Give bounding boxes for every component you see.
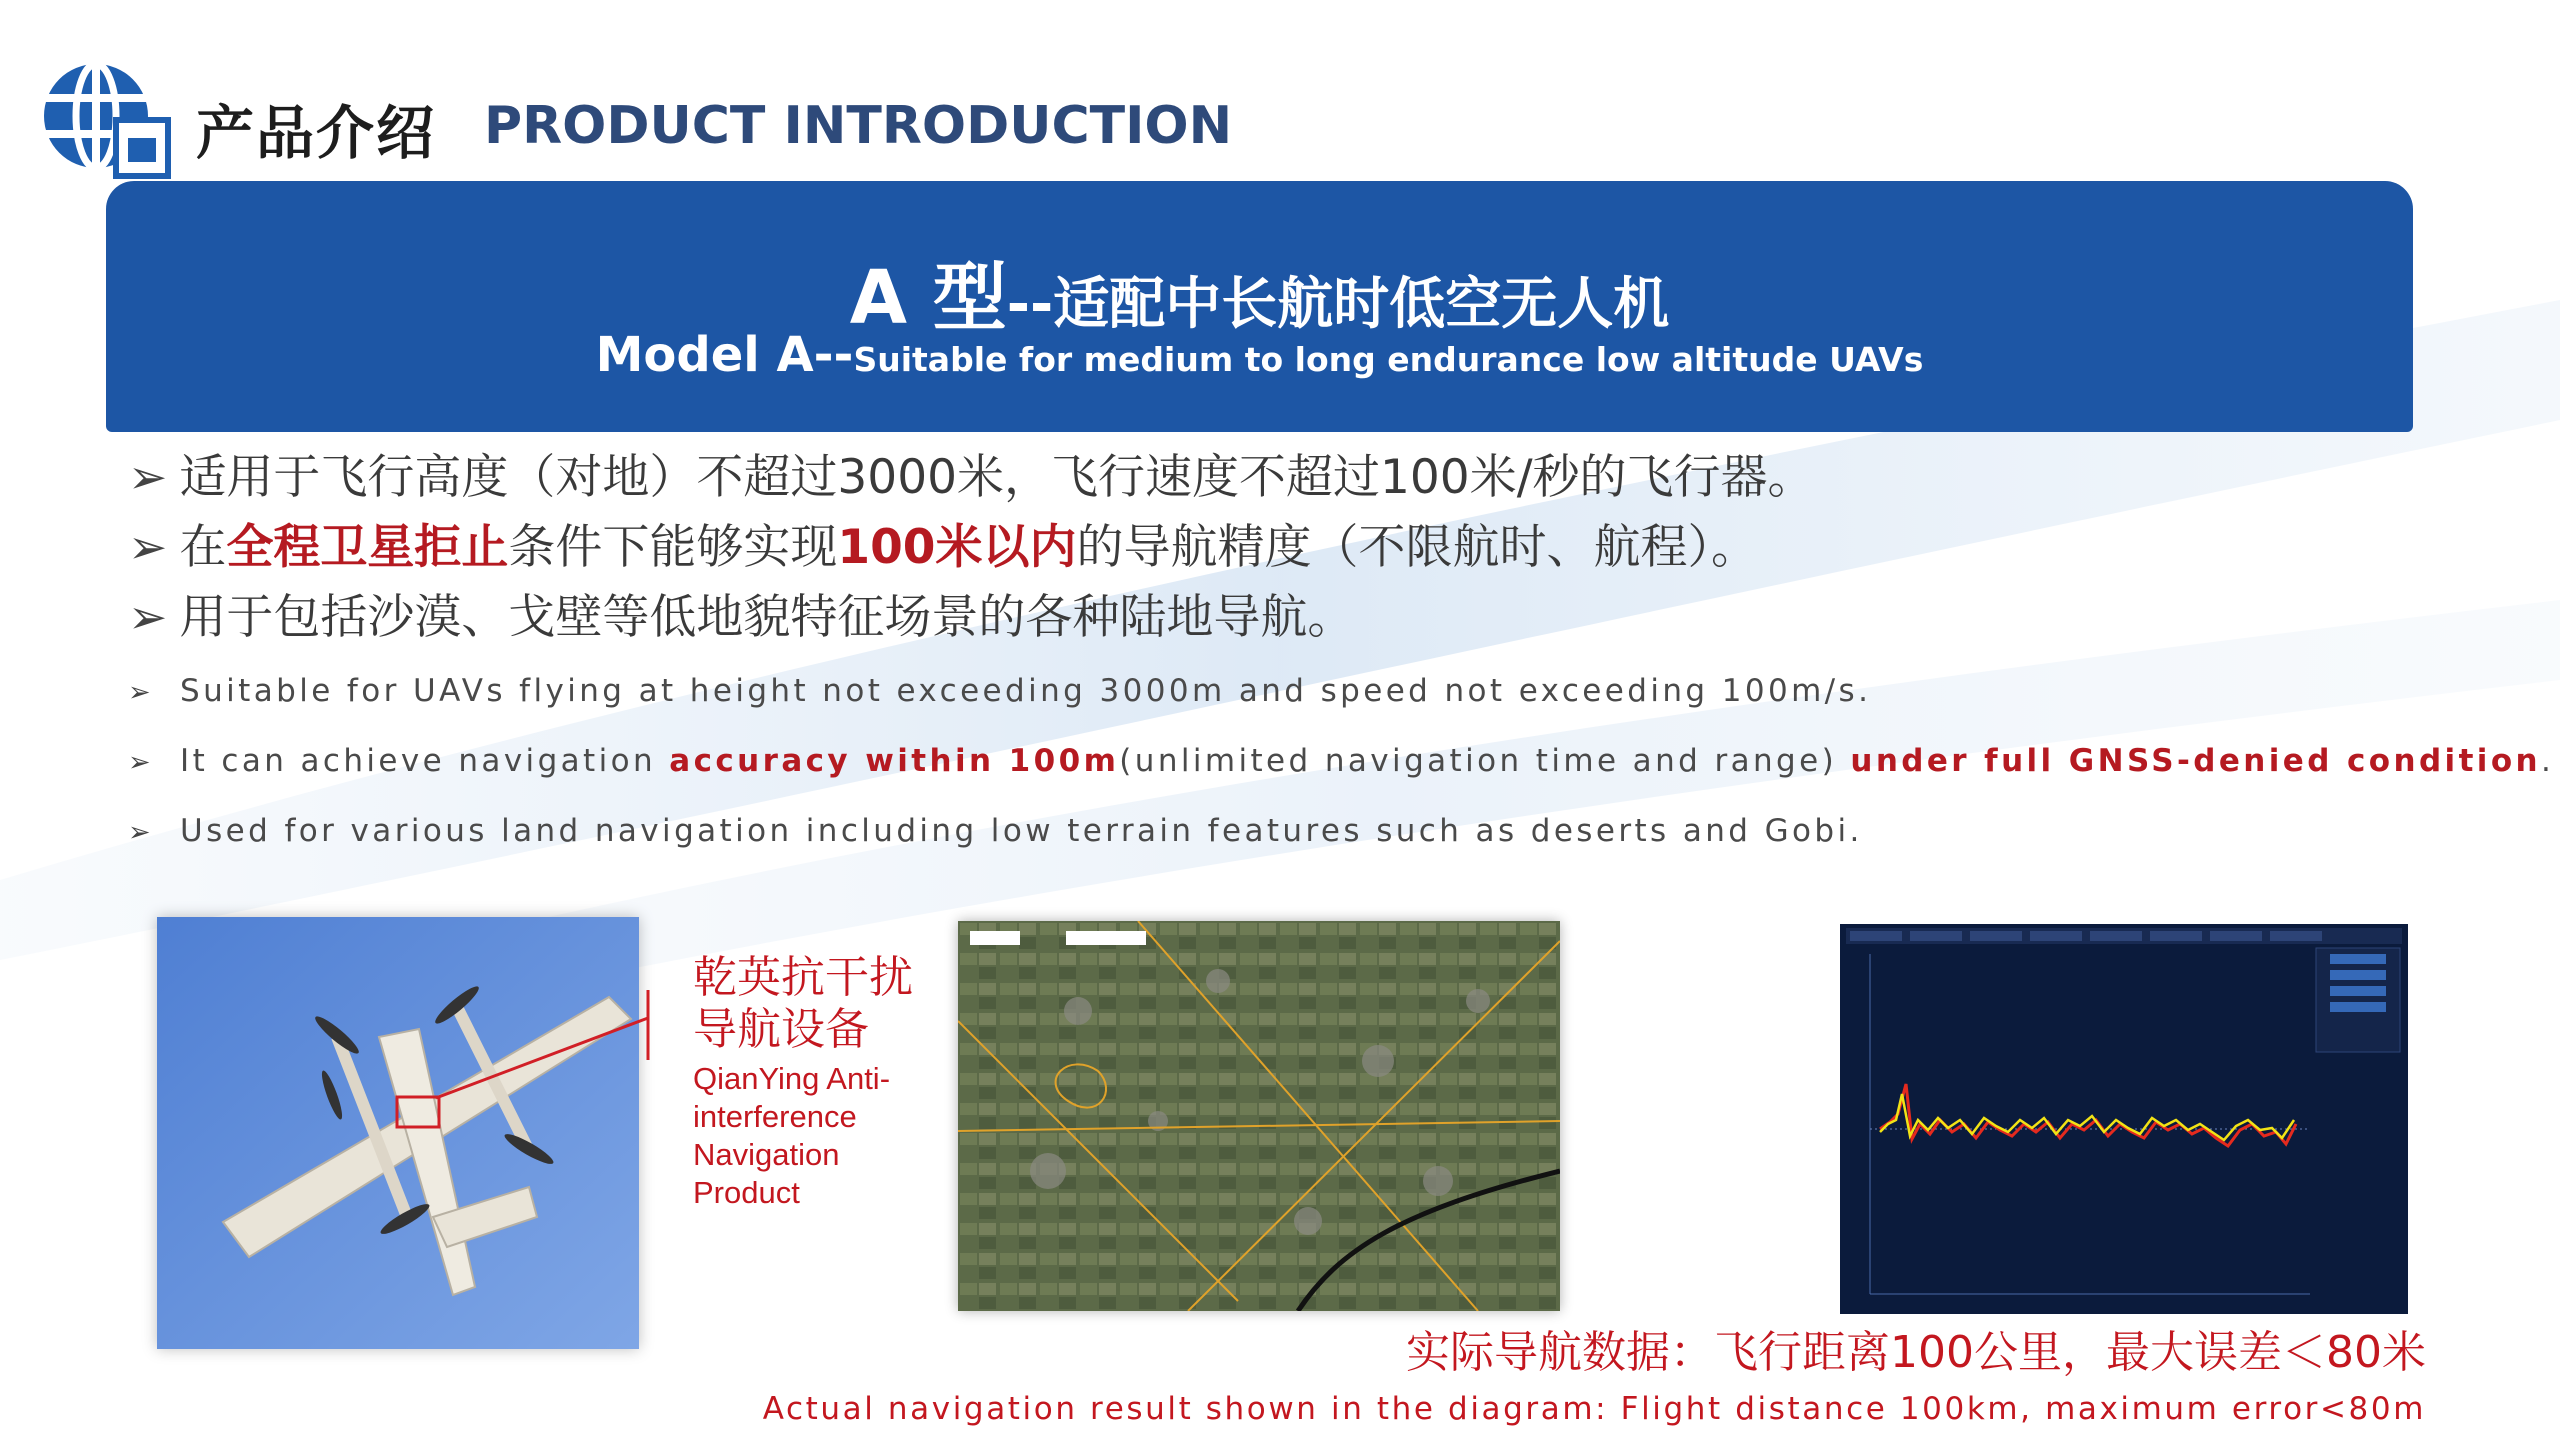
bullet-en-1 [128, 668, 2554, 738]
bullet-text: 的导航精度（不限航时、航程）。 [1076, 520, 1758, 575]
callout-cn-line: 导航设备 [693, 1004, 869, 1055]
bullet-text: 用于包括沙漠、戈壁等低地貌特征场景的各种陆地导航。 [179, 590, 1355, 645]
bullet-text: . [2540, 743, 2555, 779]
arrow-icon: ➢ [128, 817, 155, 848]
bullet-text: 在 [179, 520, 227, 575]
navigation-error-plot-image [1840, 924, 2408, 1314]
highlight-text: accuracy within 100m [669, 743, 1120, 779]
bullet-text: Used for various land navigation including low terrain features such as deserts and Gobi. [180, 813, 1863, 849]
arrow-icon: ➢ [128, 747, 155, 778]
result-caption-cn: 实际导航数据：飞行距离100公里，最大误差＜80米 [1406, 1327, 2426, 1378]
bullet-list-cn [128, 448, 1815, 658]
model-en: Model A-- [595, 327, 854, 383]
banner-subtitle-en: Suitable for medium to long endurance low altitude UAVs [853, 340, 1924, 379]
highlight-text: 100米以内 [837, 520, 1077, 575]
banner-dash: -- [1006, 272, 1054, 337]
callout-connector [436, 990, 676, 1120]
uav-photo [157, 917, 639, 1349]
arrow-icon: ➢ [128, 677, 155, 708]
banner-subtitle-cn: 适配中长航时低空无人机 [1053, 272, 1670, 337]
arrow-icon: ➢ [128, 450, 168, 505]
page-title-cn: 产品介绍 [196, 99, 437, 167]
bullet-text: (unlimited navigation time and range) [1119, 743, 1851, 779]
bullet-cn-2 [128, 518, 1815, 588]
model-cn: A 型 [849, 255, 1007, 341]
arrow-icon: ➢ [128, 520, 168, 575]
bullet-text: 条件下能够实现 [508, 520, 838, 575]
callout-en-line: interference [693, 1099, 857, 1134]
callout-en-line: QianYing Anti- [693, 1061, 891, 1096]
callout-cn-line: 乾英抗干扰 [693, 952, 913, 1003]
company-logo-icon [40, 60, 172, 180]
bullet-text: Suitable for UAVs flying at height not exceeding 3000m and speed not exceeding 100m/s. [180, 673, 1872, 709]
bullet-text: It can achieve navigation [180, 743, 670, 779]
bullet-text: 适用于飞行高度（对地）不超过3000米，飞行速度不超过100米/秒的飞行器。 [179, 450, 1815, 505]
arrow-icon: ➢ [128, 590, 168, 645]
callout-title-en [693, 1060, 890, 1212]
bullet-en-3 [128, 808, 2554, 878]
bullet-list-en [128, 668, 2554, 878]
callout-en-line: Navigation [693, 1137, 840, 1172]
bullet-en-2 [128, 738, 2554, 808]
bullet-cn-3 [128, 588, 1815, 658]
page-title-en: PRODUCT INTRODUCTION [484, 96, 1233, 156]
bullet-cn-1 [128, 448, 1815, 518]
satellite-map-image [958, 921, 1560, 1311]
callout-en-line: Product [693, 1175, 800, 1210]
highlight-text: under full GNSS-denied condition [1850, 743, 2541, 779]
callout-title-cn [693, 952, 913, 1056]
model-banner [106, 181, 2413, 432]
banner-title-en [106, 327, 2413, 383]
result-caption-en: Actual navigation result shown in the diagram: Flight distance 100km, maximum error<80m [762, 1391, 2426, 1427]
highlight-text: 全程卫星拒止 [226, 520, 509, 575]
